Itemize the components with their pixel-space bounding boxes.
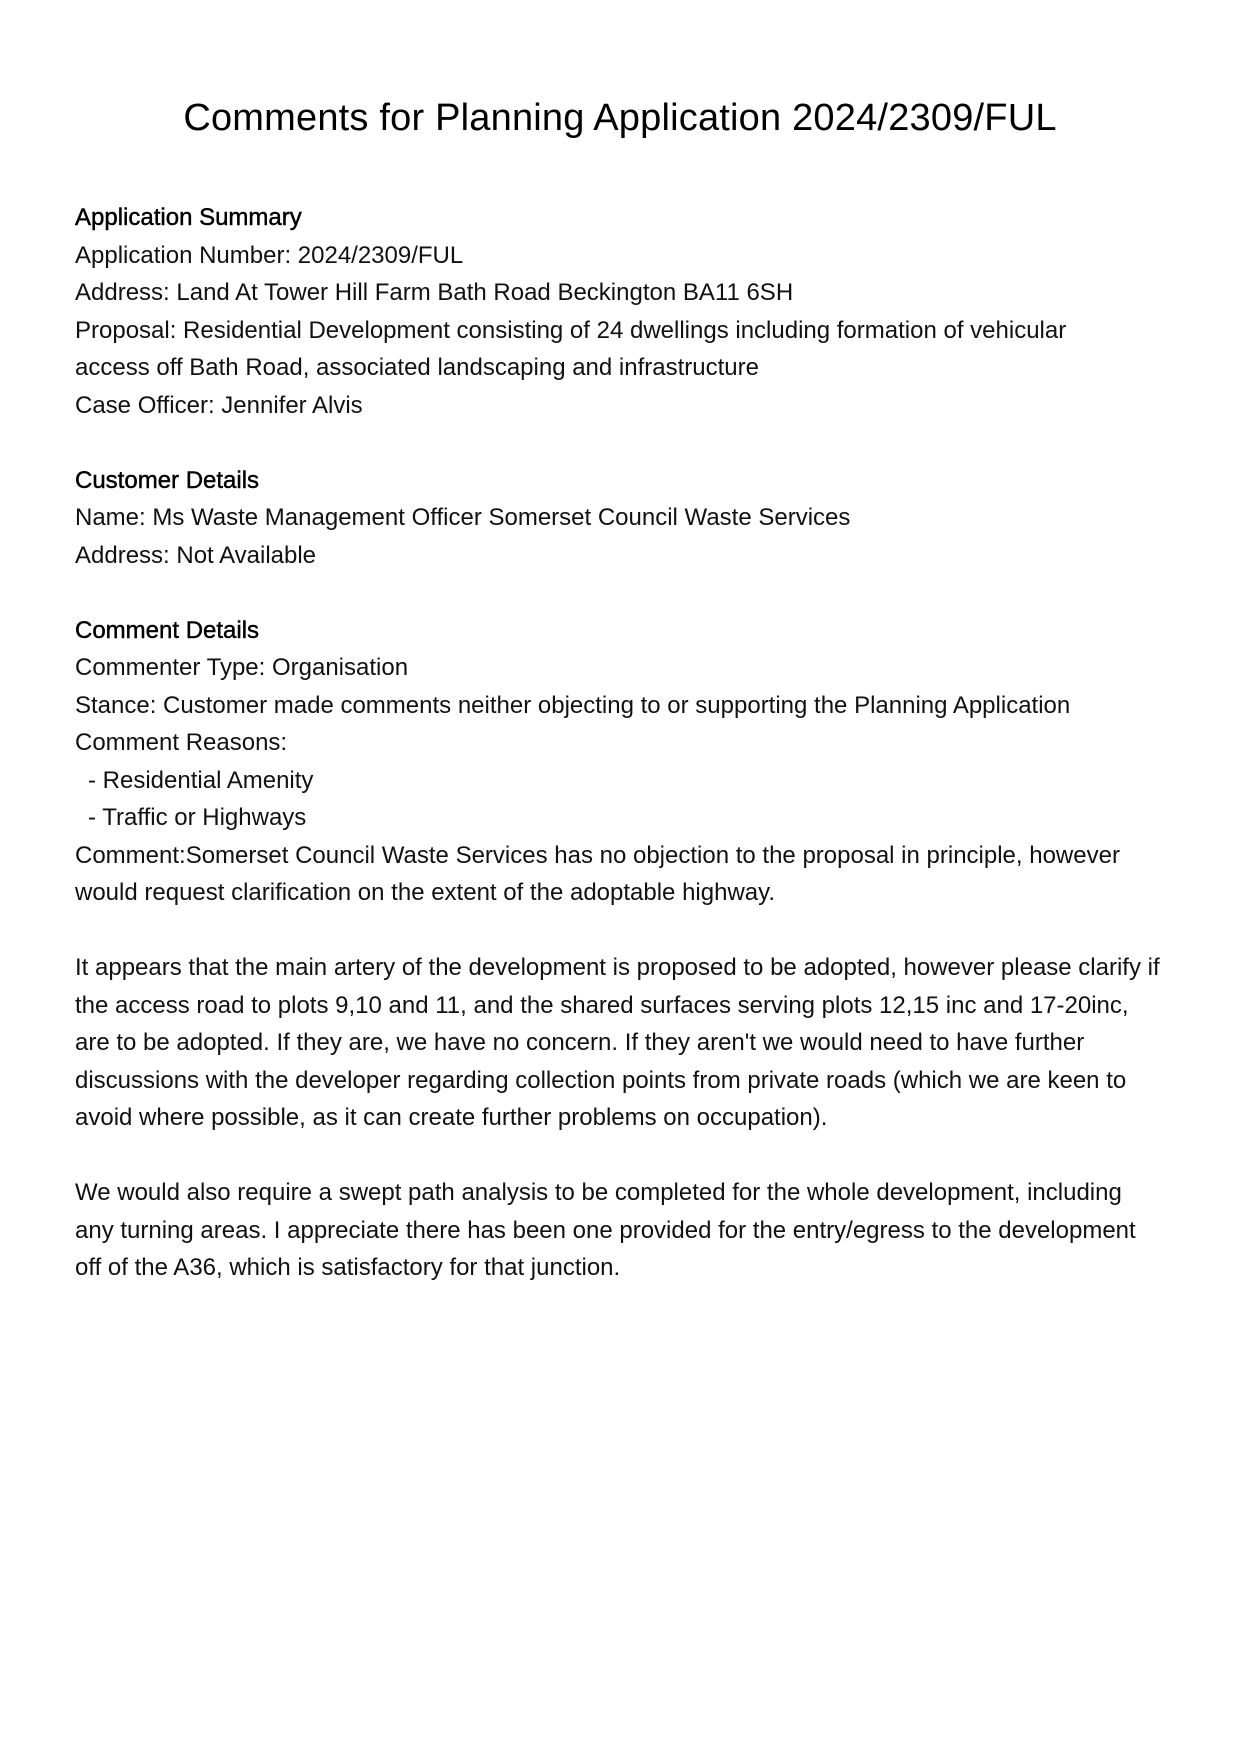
customer-address: Address: Not Available bbox=[75, 541, 317, 569]
commenter-type: Commenter Type: Organisation bbox=[75, 654, 409, 681]
application-number: Application Number: 2024/2309/FUL bbox=[75, 241, 464, 269]
application-summary-heading: Application Summary bbox=[75, 204, 302, 231]
page-title: Comments for Planning Application 2024/2309/FUL bbox=[183, 97, 1057, 139]
comment-reason-item: - Residential Amenity bbox=[88, 766, 314, 794]
comment-reasons-label: Comment Reasons: bbox=[75, 729, 288, 756]
customer-details-section bbox=[75, 462, 1175, 575]
case-officer: Case Officer: Jennifer Alvis bbox=[75, 391, 363, 419]
comment-reason-item: - Traffic or Highways bbox=[88, 804, 307, 831]
comment-paragraph: It appears that the main artery of the development is proposed to be adopted, however please clarify if the access road to plots 9,10 and 11, and the shared surfaces serving plots 12,15 inc and 17-20inc, are to be adopted. If they are, we have no concern. If they aren't we would need to have further discussions with the developer regarding collection points from private roads (which we are keen to avoid where possible, as it can create further problems on occupation). bbox=[75, 954, 1160, 1131]
customer-details-heading: Customer Details bbox=[75, 466, 260, 494]
comment-stance: Stance: Customer made comments neither objecting to or supporting the Planning Application bbox=[75, 691, 1071, 719]
application-proposal: Proposal: Residential Development consisting of 24 dwellings including formation of vehicular access off Bath Road, associated landscaping and infrastructure bbox=[75, 316, 1067, 381]
customer-name: Name: Ms Waste Management Officer Somerset Council Waste Services bbox=[75, 504, 851, 531]
comment-paragraph: We would also require a swept path analysis to be completed for the whole development, including any turning areas. I appreciate there has been one provided for the entry/egress to the development off of the A36, which is satisfactory for that junction. bbox=[75, 1179, 1136, 1281]
document-body bbox=[75, 199, 1175, 1324]
application-address: Address: Land At Tower Hill Farm Bath Road Beckington BA11 6SH bbox=[75, 279, 794, 306]
comment-details-section bbox=[75, 612, 1175, 1287]
comment-text: Comment:Somerset Council Waste Services has no objection to the proposal in principle, however would request clarification on the extent of the adoptable highway. bbox=[75, 841, 1120, 906]
comment-details-heading: Comment Details bbox=[75, 616, 260, 644]
application-summary-section bbox=[75, 199, 1175, 424]
